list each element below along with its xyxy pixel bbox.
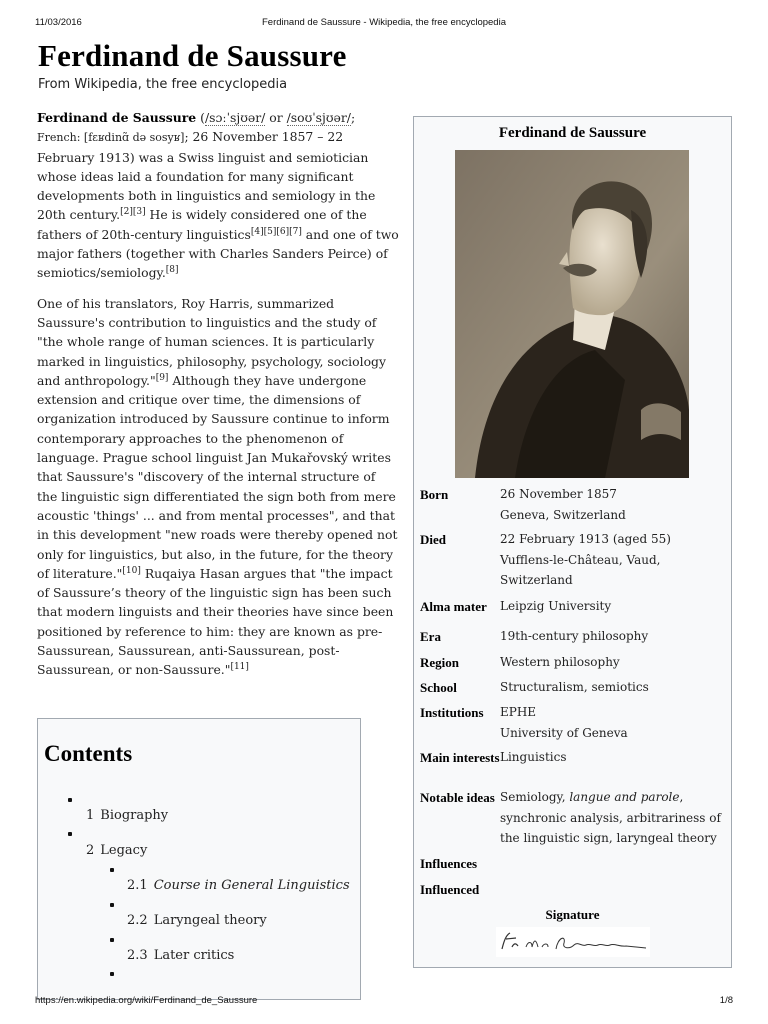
bullet-icon	[110, 938, 114, 942]
french-pronunciation: French: [fɛʁdinɑ̃ də sosyʁ]	[37, 131, 185, 145]
infobox: Ferdinand de Saussure Born 26 November 1857 Geneva, Switzerland Died 22 February 1913 (aged 55) Vufflens-le-Château, Vaud, Switzerland Alma mater Leipzig University Era 19th-century philosophy Region Western philosophy School Structuralism, semiotics Institutions EPHE University of Geneva Main interests Linguistics Notable ideas Semiology, langue and parole, synchronic analysis, arbitrariness of the linguistic sign, laryngeal theory Influences Influenced Signature	[413, 116, 732, 968]
table-of-contents	[37, 718, 361, 1000]
bullet-icon	[110, 972, 114, 976]
lead-paragraph: Ferdinand de Saussure (/sɔːˈsjʊər/ or /soʊˈsjʊər/; French: [fɛʁdinɑ̃ də sosyʁ]; 26 November 1857 – 22 February 1913) was a Swiss linguist and semiotician whose ideas laid a foundation for many significant developments both in linguistics and semiology in the 20th century.[2][3] He is widely considered one of the fathers of 20th-century linguistics[4][5][6][7] and one of two major fathers (together with Charles Sanders Peirce) of semiotics/semiology.[8]	[37, 110, 399, 281]
citation-link[interactable]: [9]	[155, 372, 169, 383]
citation-link[interactable]: [7]	[289, 226, 302, 237]
ipa-pronunciation-1[interactable]: /sɔːˈsjʊər/	[204, 110, 266, 125]
toc-item-course[interactable]: 2.1 Course in General Linguistics	[127, 878, 350, 893]
bullet-icon	[68, 832, 72, 836]
ipa-pronunciation-2[interactable]: /soʊˈsjʊər/	[286, 110, 351, 125]
signature-label: Signature	[545, 907, 600, 922]
toc-item-laryngeal[interactable]: 2.2 Laryngeal theory	[127, 913, 267, 928]
print-title: Ferdinand de Saussure - Wikipedia, the free encyclopedia	[262, 17, 506, 28]
region-link[interactable]: Western philosophy	[500, 655, 620, 669]
toc-title: Contents	[44, 741, 133, 766]
main-interests-link[interactable]: Linguistics	[500, 750, 567, 764]
signature-image[interactable]	[496, 927, 650, 957]
bullet-icon	[110, 903, 114, 907]
school-link[interactable]: Structuralism, semiotics	[500, 680, 649, 694]
citation-link[interactable]: [2]	[120, 207, 133, 218]
bullet-icon	[68, 798, 72, 802]
citation-link[interactable]: [3]	[132, 207, 146, 218]
print-url: https://en.wikipedia.org/wiki/Ferdinand_de_Saussure	[35, 995, 258, 1006]
toc-item-legacy[interactable]: 2 Legacy	[86, 843, 148, 858]
toc-item-biography[interactable]: 1 Biography	[86, 808, 169, 823]
print-page-number: 1/8	[719, 995, 733, 1006]
infobox-caption: Ferdinand de Saussure	[498, 125, 647, 141]
citation-link[interactable]: [4]	[250, 226, 264, 237]
citation-link[interactable]: [11]	[230, 662, 249, 673]
citation-link[interactable]: [6]	[276, 226, 290, 237]
print-date: 11/03/2016	[35, 17, 82, 28]
portrait-photo[interactable]	[455, 150, 689, 478]
citation-link[interactable]: [8]	[165, 265, 179, 276]
era-link[interactable]: 19th-century philosophy	[500, 629, 649, 643]
second-paragraph: One of his translators, Roy Harris, summarized Saussure's contribution to linguistics and the study of "the whole range of human sciences. It is particularly marked in linguistics, philosophy, psychology, sociology and anthropology."[9] Although they have undergone extension and critique over time, the dimensions of organization introduced by Saussure continue to inform contemporary approaches to the phenomenon of language. Prague school linguist Jan Mukařovský writes that Saussure's "discovery of the internal structure of the linguistic sign differentiated the sign both from mere acoustic 'things' ... and from mental processes", and that in this development "new roads were thereby opened not only for linguistics, but also, in the future, for the theory of literature."[10] Ruqaiya Hasan argues that "the impact of Saussure’s theory of the linguistic sign has been such that modern linguists and their theories have since been positioned by reference to him: they are known as pre-Saussurean, Saussurean, anti-Saussurean, post-Saussurean, or non-Saussure."[11]	[37, 295, 398, 678]
citation-link[interactable]: [5]	[263, 226, 277, 237]
institutions-links[interactable]: EPHE University of Geneva	[500, 705, 628, 740]
notable-ideas-links[interactable]: Semiology, langue and parole, synchronic analysis, arbitrariness of the linguistic sign, laryngeal theory	[500, 790, 721, 845]
subject-name: Ferdinand de Saussure	[37, 110, 197, 125]
alma-mater-link[interactable]: Leipzig University	[500, 599, 612, 613]
page-title: Ferdinand de Saussure	[38, 38, 347, 73]
article-body	[37, 108, 399, 691]
bullet-icon	[110, 868, 114, 872]
citation-link[interactable]: [10]	[122, 565, 141, 576]
site-tagline: From Wikipedia, the free encyclopedia	[38, 77, 288, 92]
toc-item-later-critics[interactable]: 2.3 Later critics	[127, 948, 235, 963]
